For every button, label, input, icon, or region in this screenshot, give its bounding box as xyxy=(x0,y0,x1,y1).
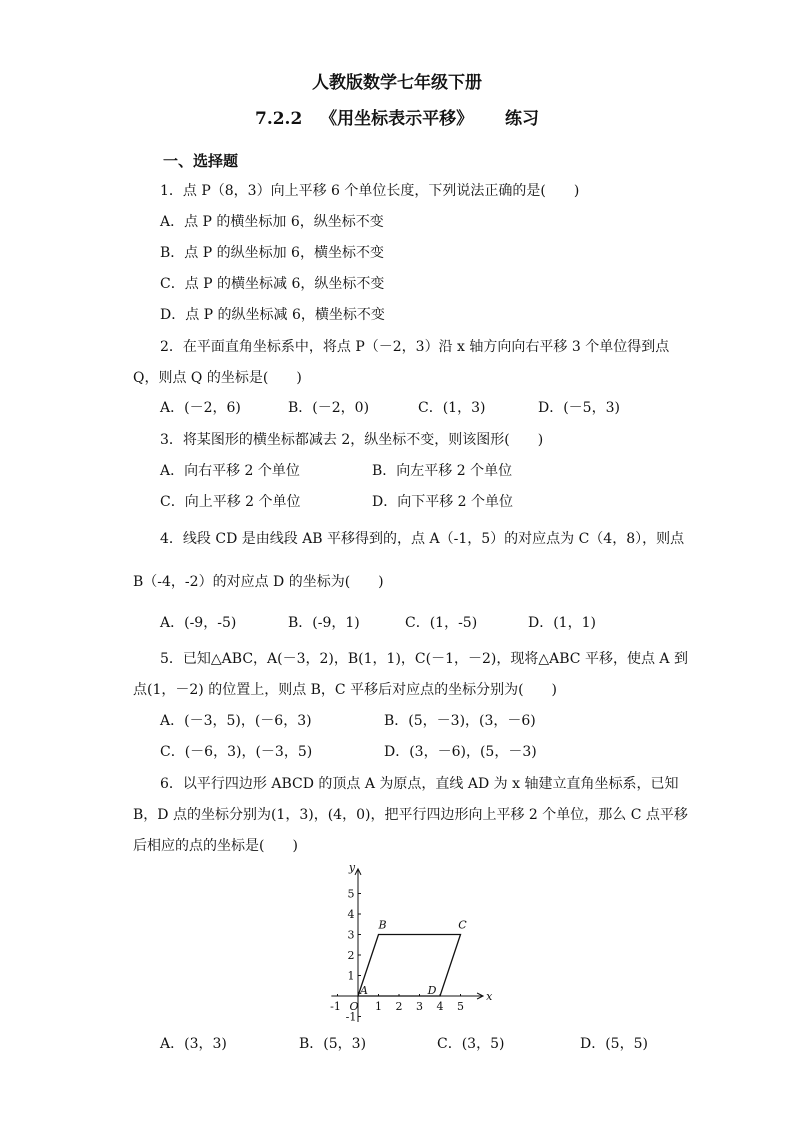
question-3-option-c: C．向上平移 2 个单位 xyxy=(160,494,301,510)
x-tick-label: 1 xyxy=(375,1000,382,1013)
question-6-stem-cont: B，D 点的坐标分别为(1，3)，(4，0)，把平行四边形向上平移 2 个单位，那么 C 点平移 xyxy=(133,807,688,823)
question-1-option-a: A．点 P 的横坐标加 6，纵坐标不变 xyxy=(160,214,384,230)
question-4-option-d: D．(1，1) xyxy=(528,615,596,631)
subtitle-name: 《用坐标表示平移》 xyxy=(320,109,474,129)
y-tick-label: -1 xyxy=(345,1010,357,1022)
y-tick-label: 4 xyxy=(347,908,355,921)
question-3-stem: 3．将某图形的横坐标都减去 2，纵坐标不变，则该图形( ) xyxy=(160,432,544,448)
section-title: 一、选择题 xyxy=(163,152,239,170)
question-2-option-d: D．(－5，3) xyxy=(538,400,620,416)
question-5-option-a: A．(－3，5)，(－6，3) xyxy=(160,713,312,729)
question-3-option-b: B．向左平移 2 个单位 xyxy=(372,463,513,479)
x-tick-label: 2 xyxy=(395,1000,403,1013)
subtitle-number: 7.2.2 xyxy=(254,109,303,129)
vertex-label-a: A xyxy=(360,984,368,997)
question-2-option-b: B．(－2，0) xyxy=(288,400,370,416)
question-4-stem-cont: B（-4，-2）的对应点 D 的坐标为( ) xyxy=(133,574,384,590)
question-2-option-c: C．(1，3) xyxy=(418,400,486,416)
question-3-option-a: A．向右平移 2 个单位 xyxy=(160,463,300,479)
question-1-option-c: C．点 P 的横坐标减 6，纵坐标不变 xyxy=(160,276,385,292)
question-5-option-b: B．(5，－3)，(3，－6) xyxy=(384,713,536,729)
x-tick-label: 4 xyxy=(436,1000,444,1013)
question-1-option-b: B．点 P 的纵坐标加 6，横坐标不变 xyxy=(160,245,384,261)
y-tick-label: 2 xyxy=(347,949,355,962)
question-4-option-a: A．(-9，-5) xyxy=(160,615,237,631)
document-subtitle xyxy=(0,104,794,129)
coordinate-plane xyxy=(328,864,498,1022)
x-tick-label: 3 xyxy=(416,1000,423,1013)
question-4-stem: 4．线段 CD 是由线段 AB 平移得到的，点 A（-1，5）的对应点为 C（4，8），则点 xyxy=(160,531,685,547)
question-6-option-c: C．(3，5) xyxy=(437,1036,505,1052)
question-6-stem-cont2: 后相应的点的坐标是( ) xyxy=(133,838,298,854)
vertex-label-b: B xyxy=(378,918,387,932)
question-1-option-d: D．点 P 的纵坐标减 6，横坐标不变 xyxy=(160,307,385,323)
y-tick-label: 1 xyxy=(347,969,355,983)
question-5-option-c: C．(－6，3)，(－3，5) xyxy=(160,744,313,760)
x-axis-label: x xyxy=(486,990,493,1003)
x-tick-label: -1 xyxy=(330,1000,341,1013)
question-4-option-b: B．(-9，1) xyxy=(288,615,360,631)
origin-label: O xyxy=(349,1000,359,1013)
question-6-option-a: A．(3，3) xyxy=(160,1036,227,1052)
parallelogram-abcd xyxy=(358,935,461,997)
question-6-option-b: B．(5，3) xyxy=(299,1036,367,1052)
question-4-option-c: C．(1，-5) xyxy=(405,615,478,631)
question-2-stem-cont: Q，则点 Q 的坐标是( ) xyxy=(133,370,302,386)
x-tick-label: 5 xyxy=(457,1000,464,1013)
subtitle-tail: 练习 xyxy=(505,109,539,129)
question-1-stem: 1．点 P（8，3）向上平移 6 个单位长度，下列说法正确的是( ) xyxy=(160,183,580,199)
question-3-option-d: D．向下平移 2 个单位 xyxy=(372,494,514,510)
document-title: 人教版数学七年级下册 xyxy=(312,73,482,93)
vertex-label-c: C xyxy=(458,918,467,932)
question-2-option-a: A．(－2，6) xyxy=(160,400,241,416)
question-5-stem: 5．已知△ABC，A(－3，2)，B(1，1)，C(－1，－2)，现将△ABC 平移，使点 A 到 xyxy=(160,651,688,667)
question-6-stem: 6．以平行四边形 ABCD 的顶点 A 为原点，直线 AD 为 x 轴建立直角坐标系，已知 xyxy=(160,776,679,792)
parallelogram-figure xyxy=(328,864,498,1022)
question-5-option-d: D．(3，－6)，(5，－3) xyxy=(384,744,537,760)
vertex-label-d: D xyxy=(427,984,437,997)
question-2-stem: 2．在平面直角坐标系中，将点 P（－2，3）沿 x 轴方向向右平移 3 个单位得到点 xyxy=(160,339,670,355)
question-5-stem-cont: 点(1，－2) 的位置上，则点 B，C 平移后对应点的坐标分别为( ) xyxy=(133,682,558,698)
y-tick-label: 3 xyxy=(347,928,355,942)
question-6-option-d: D．(5，5) xyxy=(580,1036,648,1052)
y-axis-label: y xyxy=(348,864,356,874)
y-tick-label: 5 xyxy=(347,887,355,901)
